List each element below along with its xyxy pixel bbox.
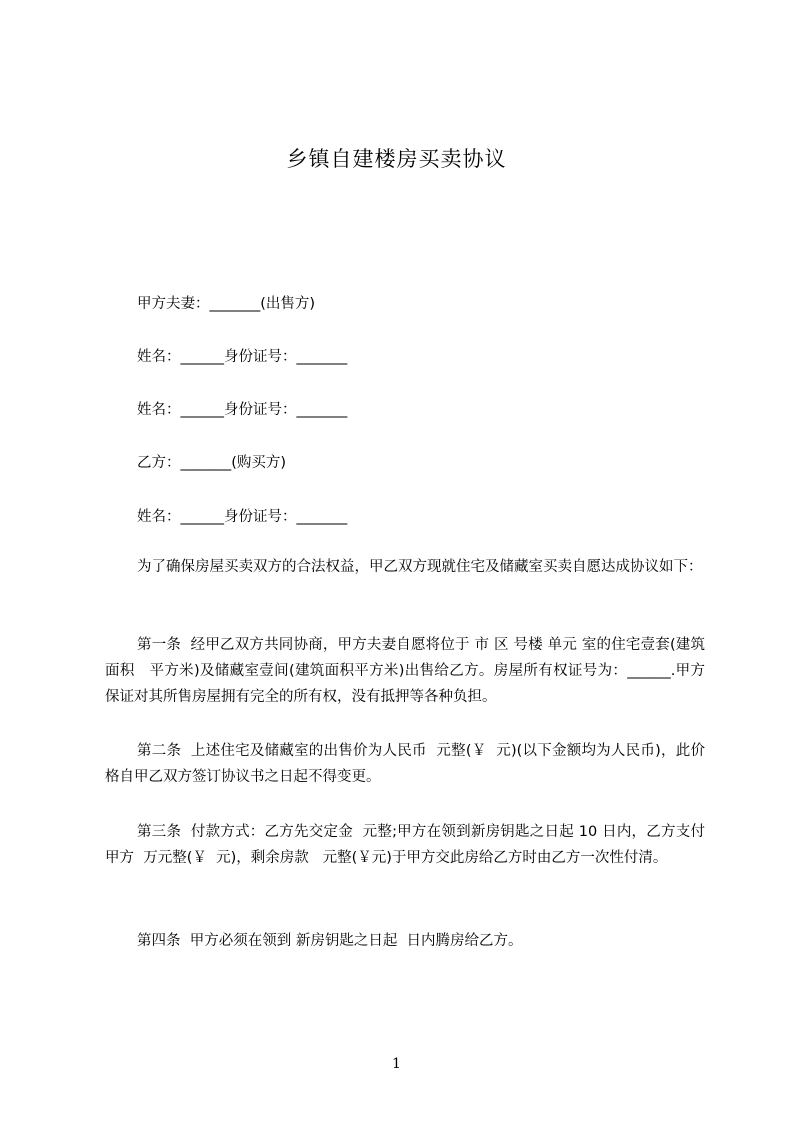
intro-paragraph: 为了确保房屋买卖双方的合法权益，甲乙双方现就住宅及储藏室买卖自愿达成协议如下： (137, 559, 703, 575)
page-number: 1 (392, 1056, 401, 1072)
article-4-paragraph: 第四条 甲方必须在领到 新房钥匙之日起 日内腾房给乙方。 (137, 933, 523, 949)
article-2-paragraph: 第二条 上述住宅及储藏室的出售价为人民币 元整(￥ 元)(以下金额均为人民币)，此价格自甲乙双方签订协议书之日起不得变更。 (105, 743, 705, 785)
party-b-line: 乙方：_______(购买方) (137, 455, 287, 471)
document-title: 乡镇自建楼房买卖协议 (286, 147, 507, 171)
party-a-person2-line: 姓名：______身份证号：_______ (137, 402, 348, 418)
party-a-person1-line: 姓名：______身份证号：_______ (137, 349, 348, 365)
article-1-paragraph: 第一条 经甲乙双方共同协商，甲方夫妻自愿将位于 市 区 号楼 单元 室的住宅壹套(建筑面积 平方米)及储藏室壹间(建筑面积平方米)出售给乙方。房屋所有权证号为：______.甲方保证对其所售房屋拥有完全的所有权，没有抵押等各种负担。 (105, 637, 705, 705)
party-a-line: 甲方夫妻：_______(出售方) (137, 296, 316, 312)
article-3-paragraph: 第三条 付款方式：乙方先交定金 元整;甲方在领到新房钥匙之日起 10 日内，乙方支付甲方 万元整(￥ 元)，剩余房款 元整(￥元)于甲方交此房给乙方时由乙方一次性付清。 (105, 824, 705, 866)
party-b-person-line: 姓名：______身份证号：_______ (137, 509, 348, 525)
